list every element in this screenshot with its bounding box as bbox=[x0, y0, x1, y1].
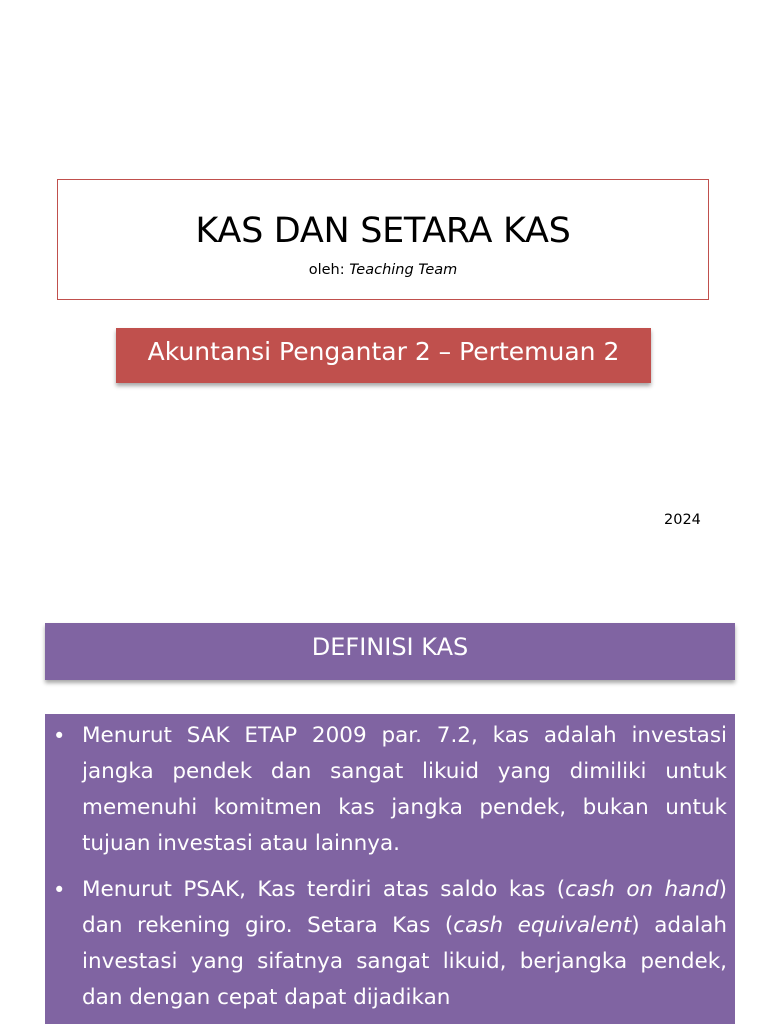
year-label: 2024 bbox=[664, 512, 701, 528]
title-box bbox=[57, 179, 709, 300]
slide-subtitle bbox=[58, 260, 708, 280]
course-banner: Akuntansi Pengantar 2 – Pertemuan 2 bbox=[116, 328, 651, 383]
bullet-text-part: ) dan rekening giro. Setara Kas ( bbox=[82, 877, 727, 938]
definition-body bbox=[45, 714, 735, 1024]
subtitle-prefix: oleh: bbox=[308, 262, 350, 278]
bullet-text-part: Menurut PSAK, Kas terdiri atas saldo kas ( bbox=[82, 877, 566, 902]
bullet-dot-icon: • bbox=[53, 878, 66, 902]
bullet-dot-icon: • bbox=[53, 724, 66, 748]
bullet-item bbox=[53, 718, 727, 862]
subtitle-author: Teaching Team bbox=[349, 262, 458, 278]
bullet-text-italic: cash equivalent bbox=[453, 913, 632, 938]
definition-header: DEFINISI KAS bbox=[45, 623, 735, 680]
slide-title: KAS DAN SETARA KAS bbox=[195, 211, 571, 251]
bullet-text-part: ) adalah investasi yang sifatnya sangat likuid, berjangka pendek, dan dengan cepat dapat dijadikan bbox=[82, 913, 728, 1010]
bullet-text-italic: cash on hand bbox=[565, 877, 719, 902]
bullet-item bbox=[53, 872, 728, 1016]
bullet-text: Menurut SAK ETAP 2009 par. 7.2, kas adalah investasi jangka pendek dan sangat likuid yang dimiliki untuk memenuhi komitmen kas jangka pendek, bukan untuk tujuan investasi atau lainnya. bbox=[82, 723, 727, 856]
